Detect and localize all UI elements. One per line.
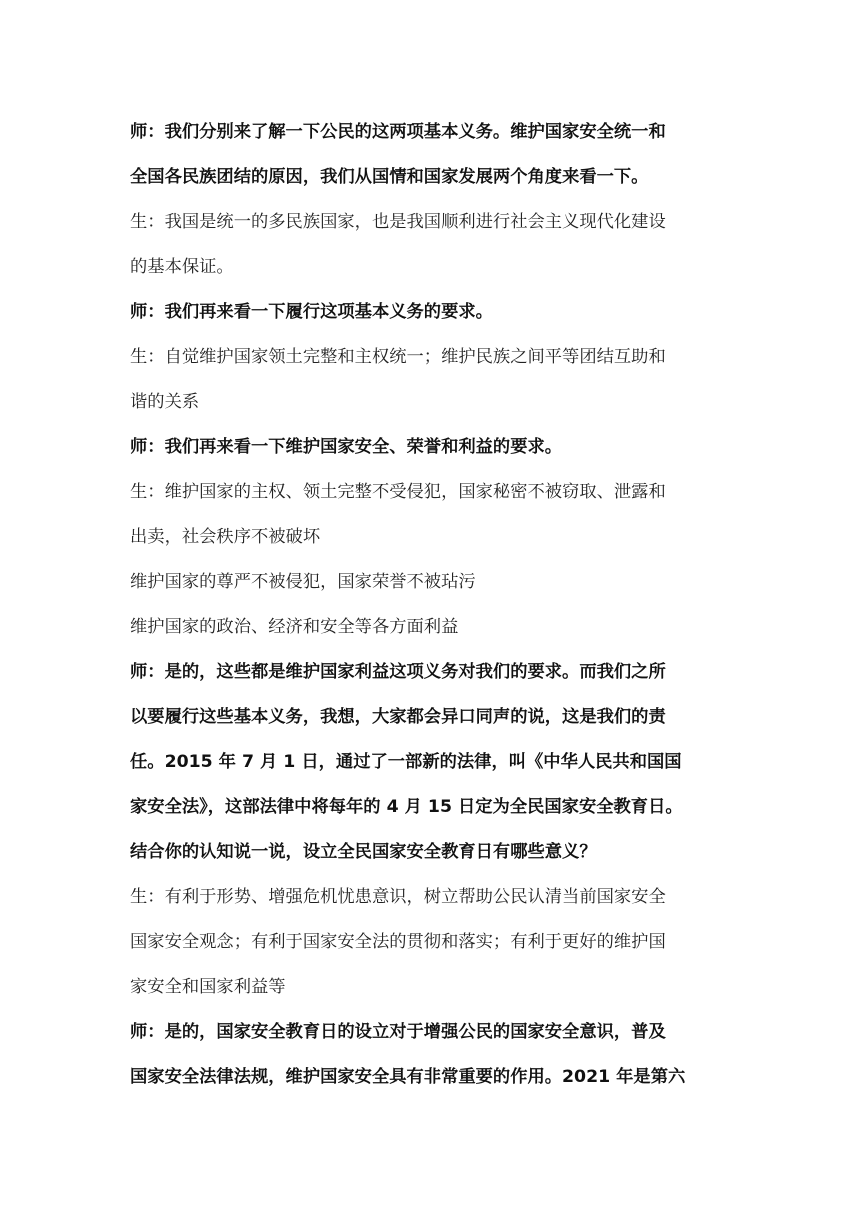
teacher-line: 师：我们再来看一下履行这项基本义务的要求。 — [130, 302, 493, 322]
teacher-line: 以要履行这些基本义务，我想，大家都会异口同声的说，这是我们的责 — [130, 707, 666, 727]
teacher-line: 家安全法》，这部法律中将每年的 4 月 15 日定为全民国家安全教育日。 — [130, 797, 683, 817]
student-line: 谐的关系 — [130, 392, 200, 412]
teacher-line: 师：我们再来看一下维护国家安全、荣誉和利益的要求。 — [130, 437, 563, 457]
student-line: 维护国家的政治、经济和安全等各方面利益 — [130, 617, 459, 637]
teacher-line: 结合你的认知说一说，设立全民国家安全教育日有哪些意义？ — [130, 842, 597, 862]
student-line: 维护国家的尊严不被侵犯，国家荣誉不被玷污 — [130, 572, 476, 592]
student-line: 家安全和国家利益等 — [130, 977, 286, 997]
teacher-line: 全国各民族团结的原因，我们从国情和国家发展两个角度来看一下。 — [130, 167, 649, 187]
teacher-line: 师：我们分别来了解一下公民的这两项基本义务。维护国家安全统一和 — [130, 122, 666, 142]
teacher-line: 任。2015 年 7 月 1 日，通过了一部新的法律，叫《中华人民共和国国 — [130, 752, 682, 772]
student-line: 生：我国是统一的多民族国家，也是我国顺利进行社会主义现代化建设 — [130, 212, 666, 232]
student-line: 出卖，社会秩序不被破坏 — [130, 527, 321, 547]
student-line: 的基本保证。 — [130, 257, 234, 277]
student-line: 国家安全观念；有利于国家安全法的贯彻和落实；有利于更好的维护国 — [130, 932, 666, 952]
teacher-line: 国家安全法律法规，维护国家安全具有非常重要的作用。2021 年是第六 — [130, 1067, 686, 1087]
student-line: 生：有利于形势、增强危机忧患意识，树立帮助公民认清当前国家安全 — [130, 887, 666, 907]
student-line: 生：维护国家的主权、领土完整不受侵犯，国家秘密不被窃取、泄露和 — [130, 482, 666, 502]
teacher-line: 师：是的，国家安全教育日的设立对于增强公民的国家安全意识，普及 — [130, 1022, 666, 1042]
document-body — [130, 110, 730, 1100]
teacher-line: 师：是的，这些都是维护国家利益这项义务对我们的要求。而我们之所 — [130, 662, 666, 682]
student-line: 生：自觉维护国家领土完整和主权统一；维护民族之间平等团结互助和 — [130, 347, 666, 367]
